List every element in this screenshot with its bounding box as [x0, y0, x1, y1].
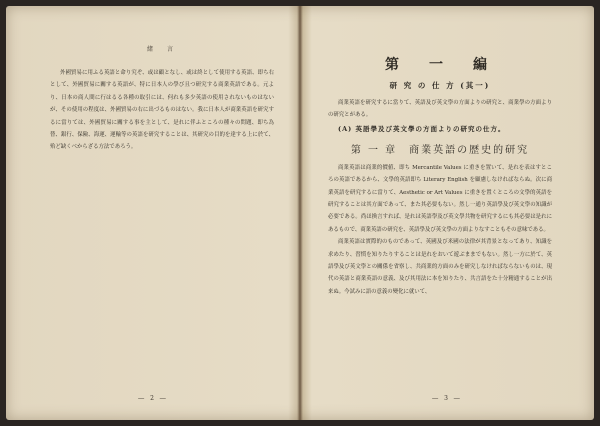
section-heading: (A) 英語學及び英文學の方面よりの研究の仕方。: [338, 124, 506, 133]
page-number-left: ― 2 ―: [138, 395, 168, 402]
book-spread: [6, 6, 594, 420]
chapter-title: 第 一 章 商業英語の歴史的研究: [350, 144, 530, 156]
body-paragraph-2: 商業英語は實際的のものであって、英國及び米國の法律が其背景となってあり、知識を求めたり、習慣を知りたりすることは是れをおいて遊ぶままでもない。然し一方に於て、英語學及び英文學との關係を省察し、共商業的方面のみを研究しなければならないものは、現代の英語と商業英語の意義、及び其用法に本を知りたり、共言語をた十分精通することが出来ぬ。今試みに語の意義の變化に就いて、: [328, 239, 552, 295]
section-subtitle: 研 究 の 仕 方 (其一): [389, 81, 491, 90]
body-paragraph-1: 商業英語は商業的價値、即ち Mercantile Values に重きを置いて、是れを表はすところの英語であるから、文學的英語即ち Literary English を顧慮しなければならぬ。次に商業英語を研究するに當りて、Aesthetic or Art Values に重きを置くところの文學的英語を研究することは其方面であって、また其必要もない。然し一通り英語學及び英文學の知識が必要である。尚ほ換言すれば、是れは英語學及び英文學共物を研究するにも其必要は是れにあるもので、商業英語の研究を、英語學及び英文學の方面よりなすこともその意味である。: [328, 164, 552, 233]
page-number-right: ― 3 ―: [432, 395, 462, 402]
left-page: [6, 6, 300, 420]
part-title: 第 一 編: [385, 57, 495, 73]
left-page-body: 外國貿易に用ふる英語と命り究ぞ、或は顧となし、或は終として使用する英語、即ち右として、外國貿易に關する英語が、特に日本人の學び且つ研究する商業英語である。元より、日本の商人間に行はるる各種の取引には、何れも多少英語の使用されないものはないが、その使用の程度は、外國貿易の右に出づるものはない。我に日本人が商業英語を研究するに當りては、外國貿易に關する事を主として、是れに伴ふところの種々の問題、即ち為替、銀行、保險、海運、運輸等の英語を研究することは、其研究の目的を達する上に於て、殆ど缺くべからざる方法であろう。: [50, 70, 274, 151]
running-head: 緒 言: [146, 46, 177, 53]
right-page: [300, 6, 594, 420]
intro-paragraph: 商業英語を研究するに當りて、英語及び英文學の方面よりの研究と、商業學の方面よりの研究とがある。: [328, 100, 552, 119]
